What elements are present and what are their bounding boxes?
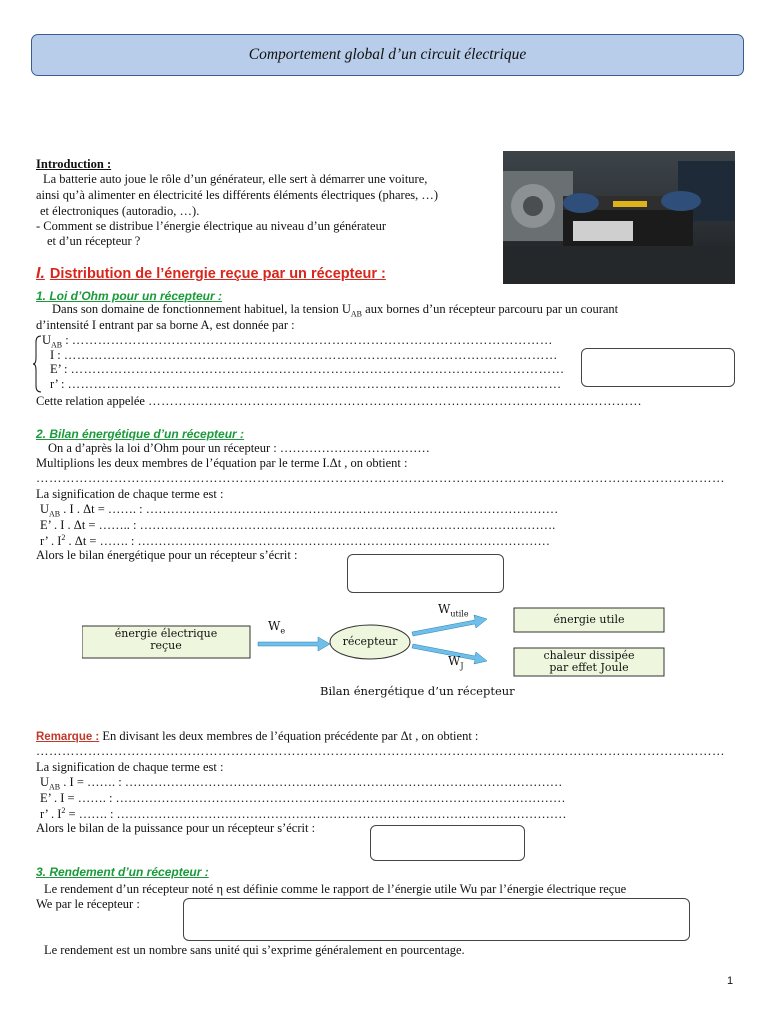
ohm-def-r [50, 377, 562, 392]
remark-term-uab [40, 775, 562, 792]
intro-line: et électroniques (autoradio, …). [40, 204, 200, 218]
wu-sub: utile [450, 609, 469, 619]
def-dots: …………………………………………………………………………………………………… [70, 362, 565, 376]
relation-line [36, 394, 642, 409]
diagram-heat-line: par effet Joule [549, 661, 629, 674]
def-label: I : [50, 348, 61, 362]
ohm-line [52, 302, 618, 319]
rendement-note: Le rendement est un nombre sans unité qui s’exprime généralement en pourcentage. [44, 943, 465, 957]
wj-sub: J [460, 661, 464, 671]
term-label: r’ . I [40, 534, 62, 549]
intro-line: - Comment se distribue l’énergie électrique au niveau d’un générateur [36, 219, 386, 233]
page-title-text: Comportement global d’un circuit électrique [248, 46, 527, 63]
page-number: 1 [727, 975, 734, 987]
diagram-we-label [268, 619, 285, 635]
term-rest: = ……. : ……………………………………………………………………………………………… [65, 807, 567, 822]
ohm-answer-box[interactable] [581, 348, 735, 387]
diagram-heat-line: chaleur dissipée [543, 649, 635, 662]
def-dots: …………………………………………………………………………………………………… [63, 348, 558, 362]
bilan-signif: La signification de chaque terme est : [36, 487, 224, 501]
diagram-caption: Bilan énergétique d’un récepteur [320, 684, 515, 698]
remark-line [36, 729, 478, 744]
bilan-statement: Alors le bilan énergétique pour un récepteur s’écrit : [36, 548, 298, 562]
diagram-wu-label [438, 602, 469, 618]
remark-text: En divisant les deux membres de l’équation précédente par Δt , on obtient : [99, 729, 479, 743]
relation-label: Cette relation appelée [36, 394, 145, 408]
puissance-answer-box[interactable] [370, 825, 525, 861]
def-label: U [42, 333, 52, 347]
bilan-term-uab [40, 502, 558, 519]
bilan-dots: …………………………………………………………………………………………………………………………………………… [36, 471, 725, 485]
remark-term-e: E’ . I = ……. : ……………………………………………………………………………………………… [40, 791, 566, 805]
def-label: r’ : [50, 377, 65, 391]
remark-dots: …………………………………………………………………………………………………………………………………………… [36, 744, 725, 758]
term-sup: 2 [61, 533, 66, 542]
diagram-center-label: récepteur [342, 635, 398, 648]
energy-diagram [82, 604, 682, 700]
ohm-def-i [50, 348, 558, 363]
def-label: E’ : [50, 362, 68, 376]
section-1-heading [36, 265, 386, 283]
term-label: U [40, 502, 50, 516]
def-sub: AB [51, 340, 63, 350]
diagram-wj-label [448, 654, 464, 670]
diagram-output-useful: énergie utile [553, 613, 625, 626]
term-sub: AB [49, 782, 61, 792]
ohm-text: aux bornes d’un récepteur parcouru par un courant [362, 302, 619, 316]
rendement-line: Le rendement d’un récepteur noté η est définie comme le rapport de l’énergie utile Wu par l’énergie électrique reçue [44, 882, 627, 896]
section-1-title: Distribution de l’énergie reçue par un récepteur : [49, 266, 386, 282]
remark-signif: La signification de chaque terme est : [36, 760, 224, 774]
puissance-statement: Alors le bilan de la puissance pour un récepteur s’écrit : [36, 821, 316, 835]
ohm-text: Dans son domaine de fonctionnement habituel, la tension U [52, 302, 351, 316]
wu-symbol: W [438, 602, 451, 616]
wj-symbol: W [448, 654, 461, 668]
we-symbol: W [268, 619, 281, 633]
intro-line: et d’un récepteur ? [47, 234, 141, 248]
ohm-line: d’intensité I entrant par sa borne A, est donnée par : [36, 318, 295, 332]
term-sup: 2 [61, 806, 66, 815]
intro-heading: Introduction : [36, 157, 112, 171]
page-title [31, 34, 744, 76]
def-dots: …………………………………………………………………………………………………… [67, 377, 562, 391]
term-sub: AB [49, 509, 61, 519]
bilan-term-e: E’ . I . Δt = …….. : ………………………………………………………………………………………. [40, 518, 556, 532]
term-rest: . Δt = ……. : ……………………………………………………………………………………… [65, 534, 550, 549]
def-dots: ………………………………………………………………………………………………… [71, 333, 553, 347]
bilan-term-r [40, 533, 550, 549]
subsection-3-heading: 3. Rendement d’un récepteur : [36, 865, 209, 879]
bilan-answer-box[interactable] [347, 554, 504, 593]
term-rest: . I . Δt = ……. : ……………………………………………………………………………………… [60, 502, 559, 516]
remark-label: Remarque : [36, 731, 100, 743]
remark-term-r [40, 806, 567, 822]
car-battery-photo [503, 151, 735, 284]
relation-dots: …………………………………………………………………………………………………… [148, 394, 643, 408]
diagram-input-line: énergie électrique [114, 627, 218, 640]
diagram-output-heat [514, 650, 664, 674]
bilan-line: On a d’après la loi d’Ohm pour un récepteur : ……………………………… [48, 441, 430, 455]
we-sub: e [280, 626, 286, 636]
intro-line: ainsi qu’à alimenter en électricité les différents éléments électriques (phares, …) [36, 188, 439, 202]
ohm-def-uab: $U_{AB}$ : ………………………………………………………………………………………………… [42, 333, 553, 350]
rendement-answer-box[interactable] [183, 898, 690, 941]
term-rest: . I = ……. : …………………………………………………………………………………………… [60, 775, 563, 789]
bilan-line: Multiplions les deux membres de l’équation par le terme I.Δt , on obtient : [36, 456, 408, 470]
term-label: r’ . I [40, 807, 62, 822]
diagram-input-line: reçue [150, 639, 182, 652]
ohm-sub: AB [350, 309, 363, 319]
intro-line: La batterie auto joue le rôle d’un générateur, elle sert à démarrer une voiture, [43, 172, 428, 186]
subsection-2-heading: 2. Bilan énergétique d’un récepteur : [36, 427, 245, 441]
subsection-1-heading: 1. Loi d’Ohm pour un récepteur : [36, 289, 223, 303]
rendement-line: We par le récepteur : [36, 897, 140, 911]
section-1-number: I. [36, 265, 45, 282]
term-label: U [40, 775, 50, 789]
diagram-input-label [82, 628, 250, 652]
ohm-def-e [50, 362, 565, 377]
